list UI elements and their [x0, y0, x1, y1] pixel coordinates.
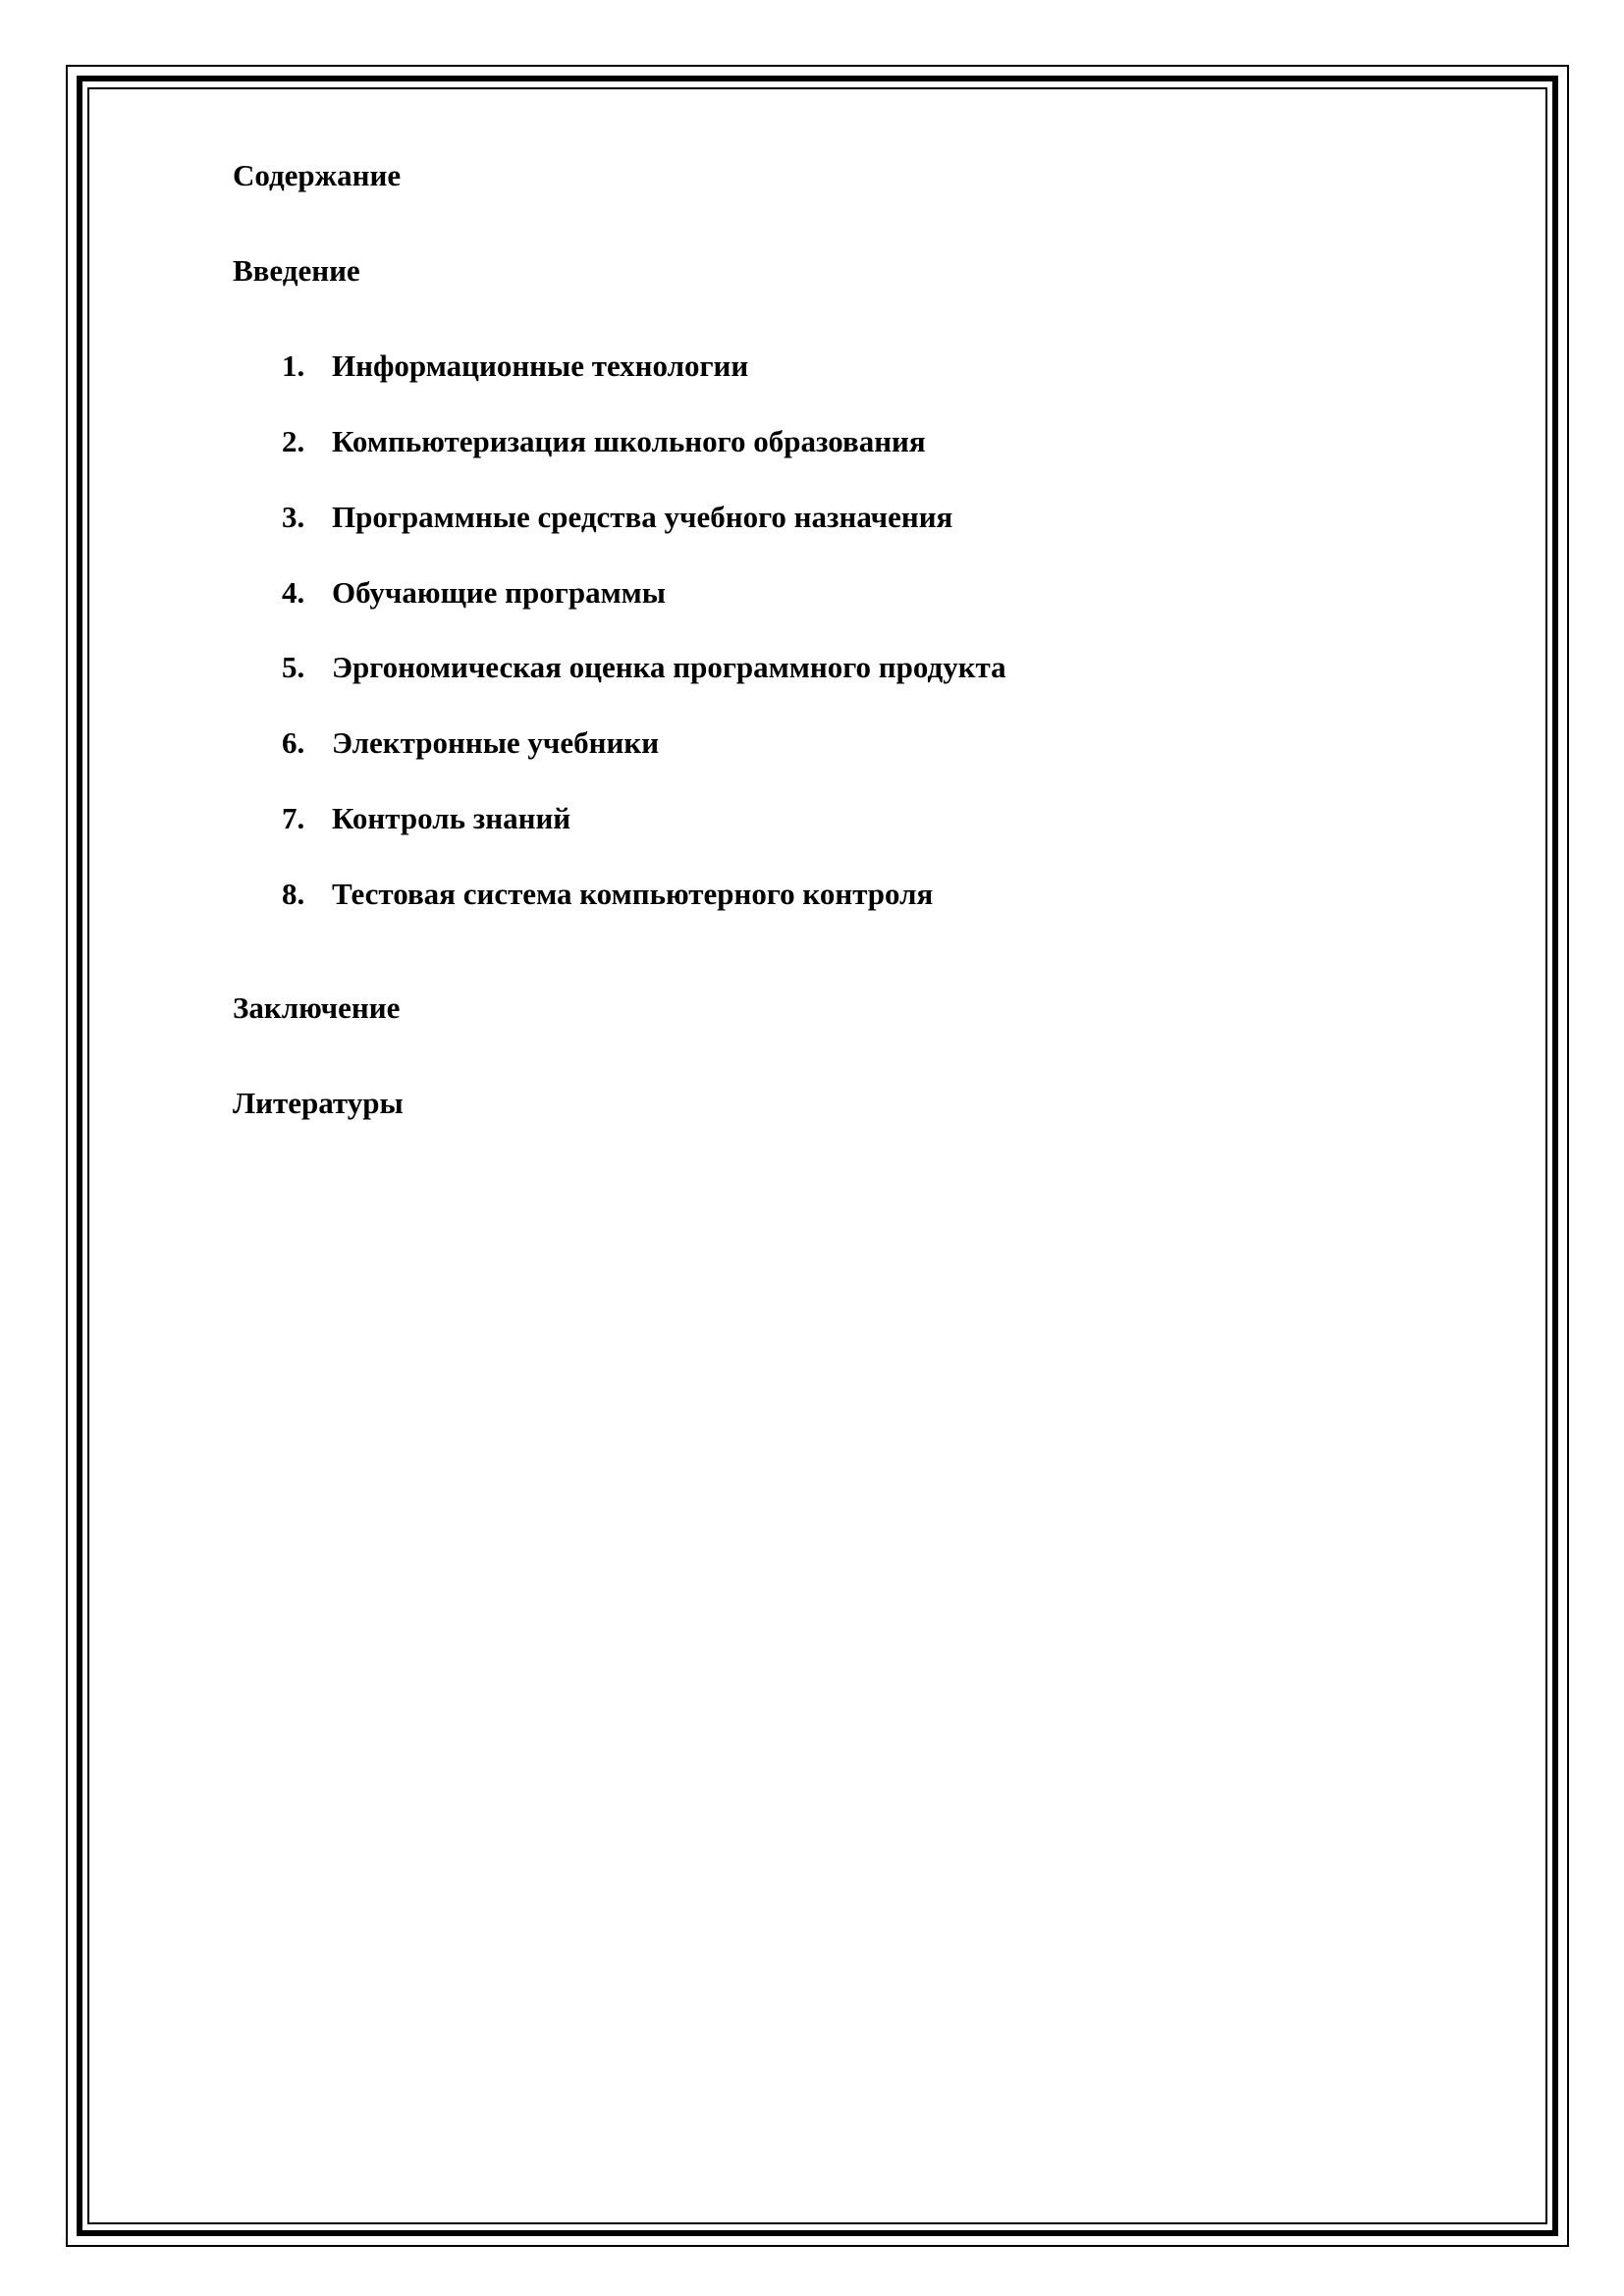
toc-chapter-4 — [282, 577, 666, 608]
toc-introduction: Введение — [233, 253, 360, 288]
toc-chapter-number: 6. — [282, 725, 305, 760]
toc-chapter-number: 8. — [282, 877, 305, 911]
toc-chapter-label: Эргономическая оценка программного продукта — [332, 650, 1006, 684]
toc-chapter-label: Программные средства учебного назначения — [332, 500, 953, 534]
toc-title: Содержание — [233, 158, 402, 192]
toc-chapter-label: Обучающие программы — [332, 575, 667, 610]
toc-chapter-8 — [282, 879, 933, 909]
page-border-inner — [87, 87, 1547, 2224]
toc-chapter-label: Электронные учебники — [332, 725, 660, 760]
toc-chapter-2 — [282, 426, 926, 456]
toc-chapter-label: Контроль знаний — [332, 801, 571, 835]
toc-chapter-5 — [282, 652, 1006, 682]
toc-chapter-1 — [282, 350, 748, 381]
toc-chapter-number: 3. — [282, 500, 305, 534]
toc-chapter-6 — [282, 727, 659, 758]
toc-chapter-3 — [282, 502, 952, 532]
toc-chapter-number: 4. — [282, 575, 305, 610]
toc-chapter-label: Тестовая система компьютерного контроля — [332, 877, 934, 911]
toc-conclusion: Заключение — [233, 990, 401, 1025]
toc-chapter-7 — [282, 803, 570, 833]
toc-chapter-number: 5. — [282, 650, 305, 684]
toc-chapter-number: 1. — [282, 348, 305, 383]
toc-references: Литературы — [233, 1086, 404, 1120]
toc-chapter-label: Компьютеризация школьного образования — [332, 424, 926, 458]
toc-chapter-number: 2. — [282, 424, 305, 458]
toc-chapter-label: Информационные технологии — [332, 348, 749, 383]
toc-chapter-number: 7. — [282, 801, 305, 835]
